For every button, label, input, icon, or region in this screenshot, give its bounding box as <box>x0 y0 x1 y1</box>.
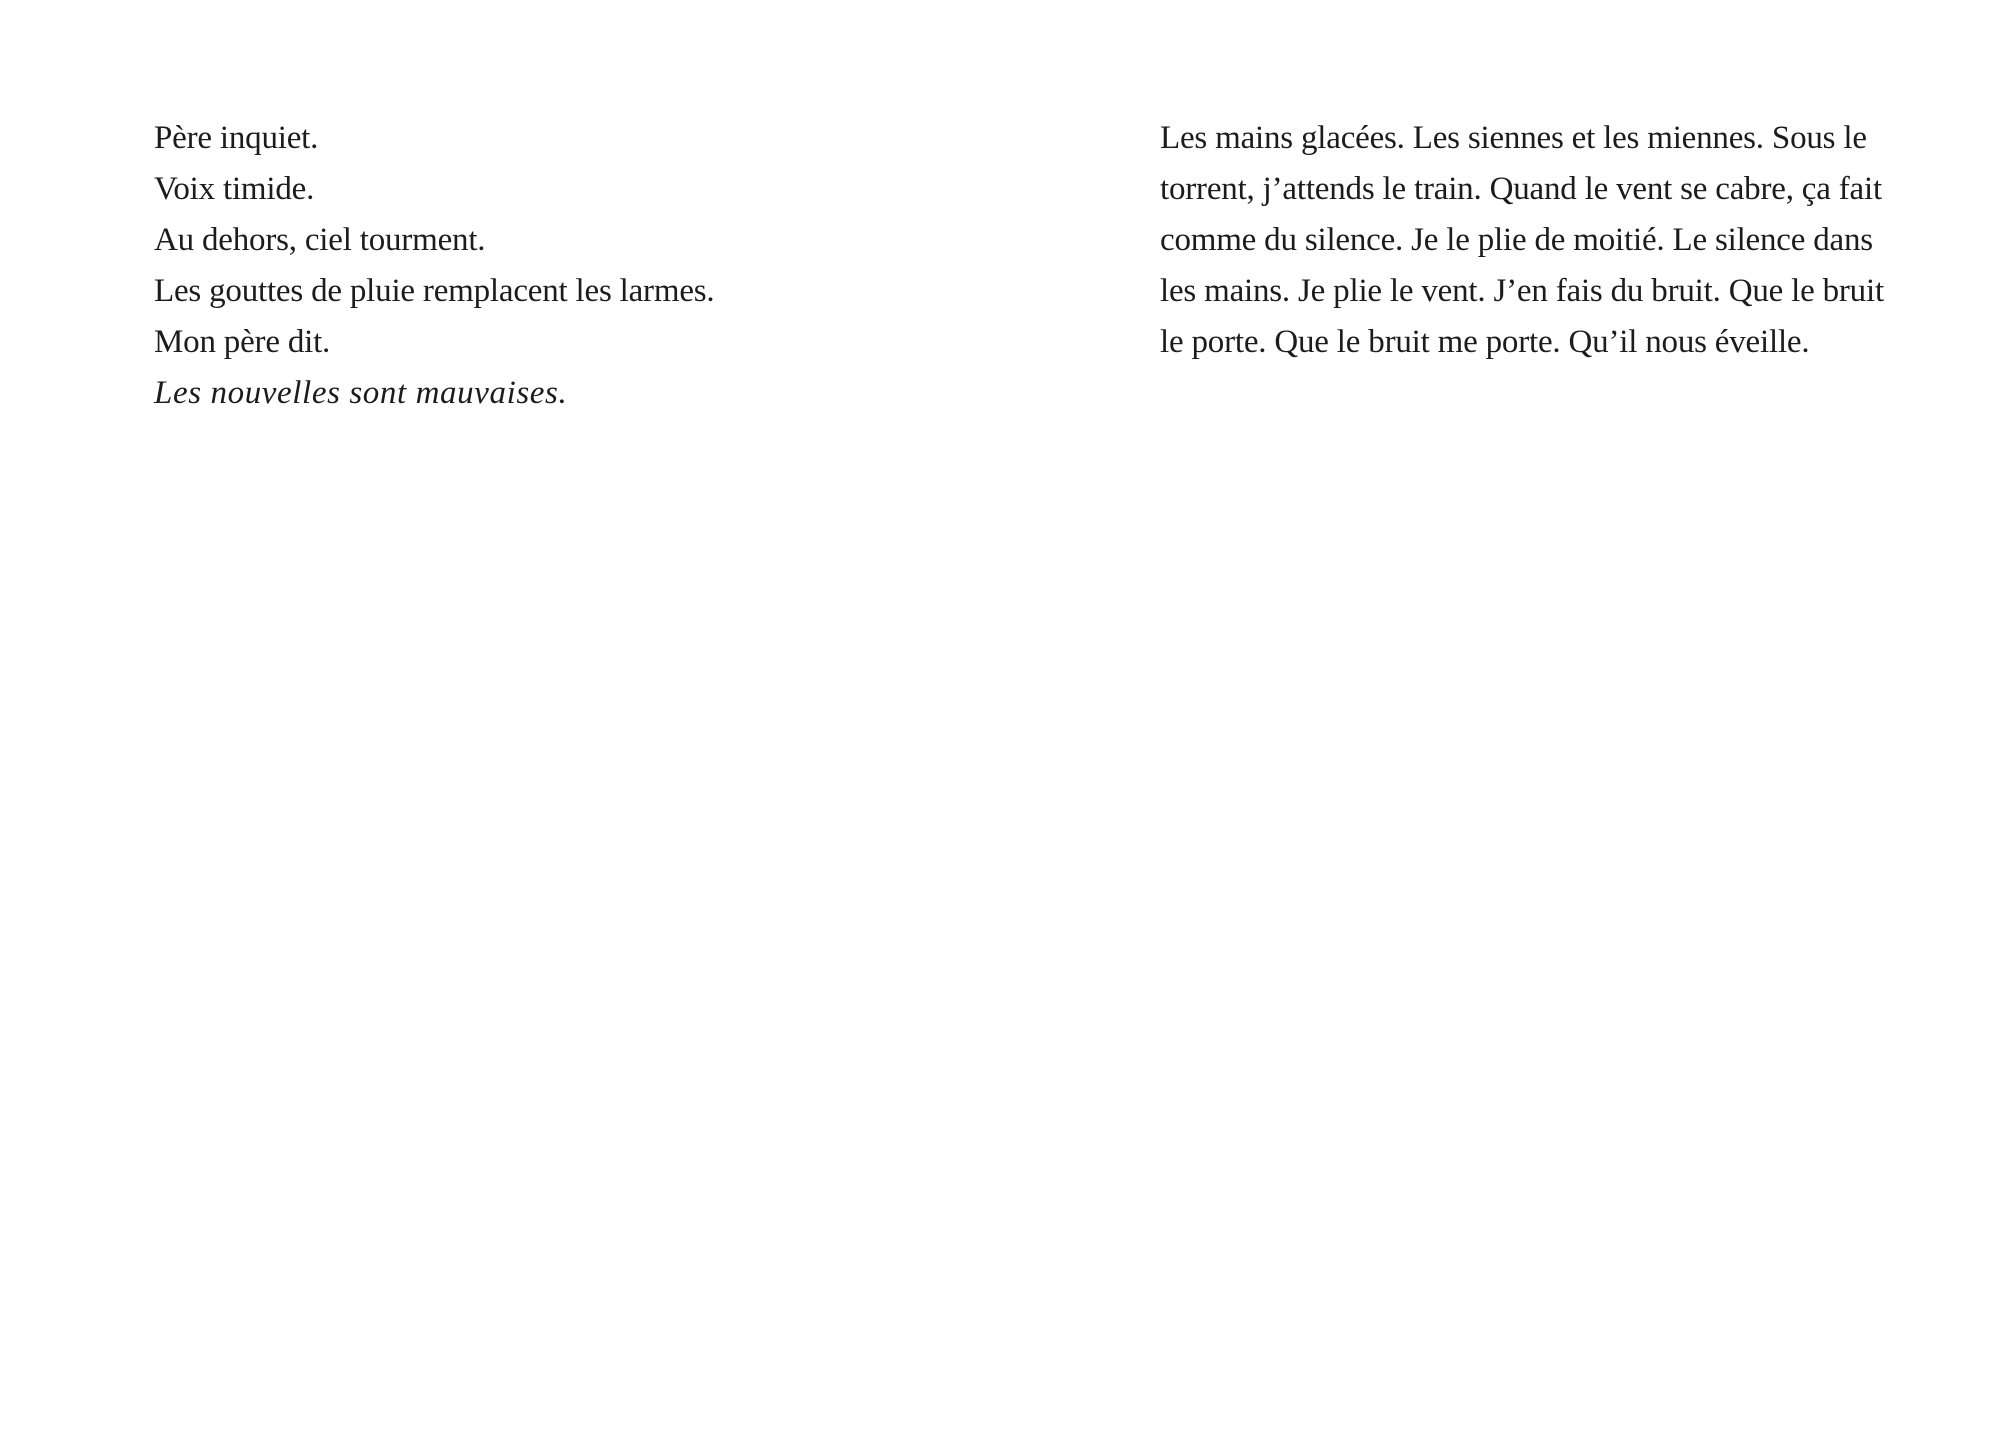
verse-line: Les gouttes de pluie remplacent les larmes. <box>154 273 715 309</box>
verse-line: Au dehors, ciel tourment. <box>154 222 486 258</box>
left-page <box>154 113 974 419</box>
verse-line-italic: Les nouvelles sont mauvaises. <box>154 375 568 411</box>
right-page <box>1160 113 1900 368</box>
verse-line: Voix timide. <box>154 171 315 207</box>
prose-paragraph: Les mains glacées. Les siennes et les miennes. Sous le torrent, j’attends le train. Quand le vent se cabre, ça fait comme du silence. Je le plie de moitié. Le silence dans les mains. Je plie le vent. J’en fais du bruit. Que le bruit le porte. Que le bruit me porte. Qu’il nous éveille. <box>1160 120 1884 360</box>
verse-line: Père inquiet. <box>154 120 319 156</box>
verse-line: Mon père dit. <box>154 324 331 360</box>
